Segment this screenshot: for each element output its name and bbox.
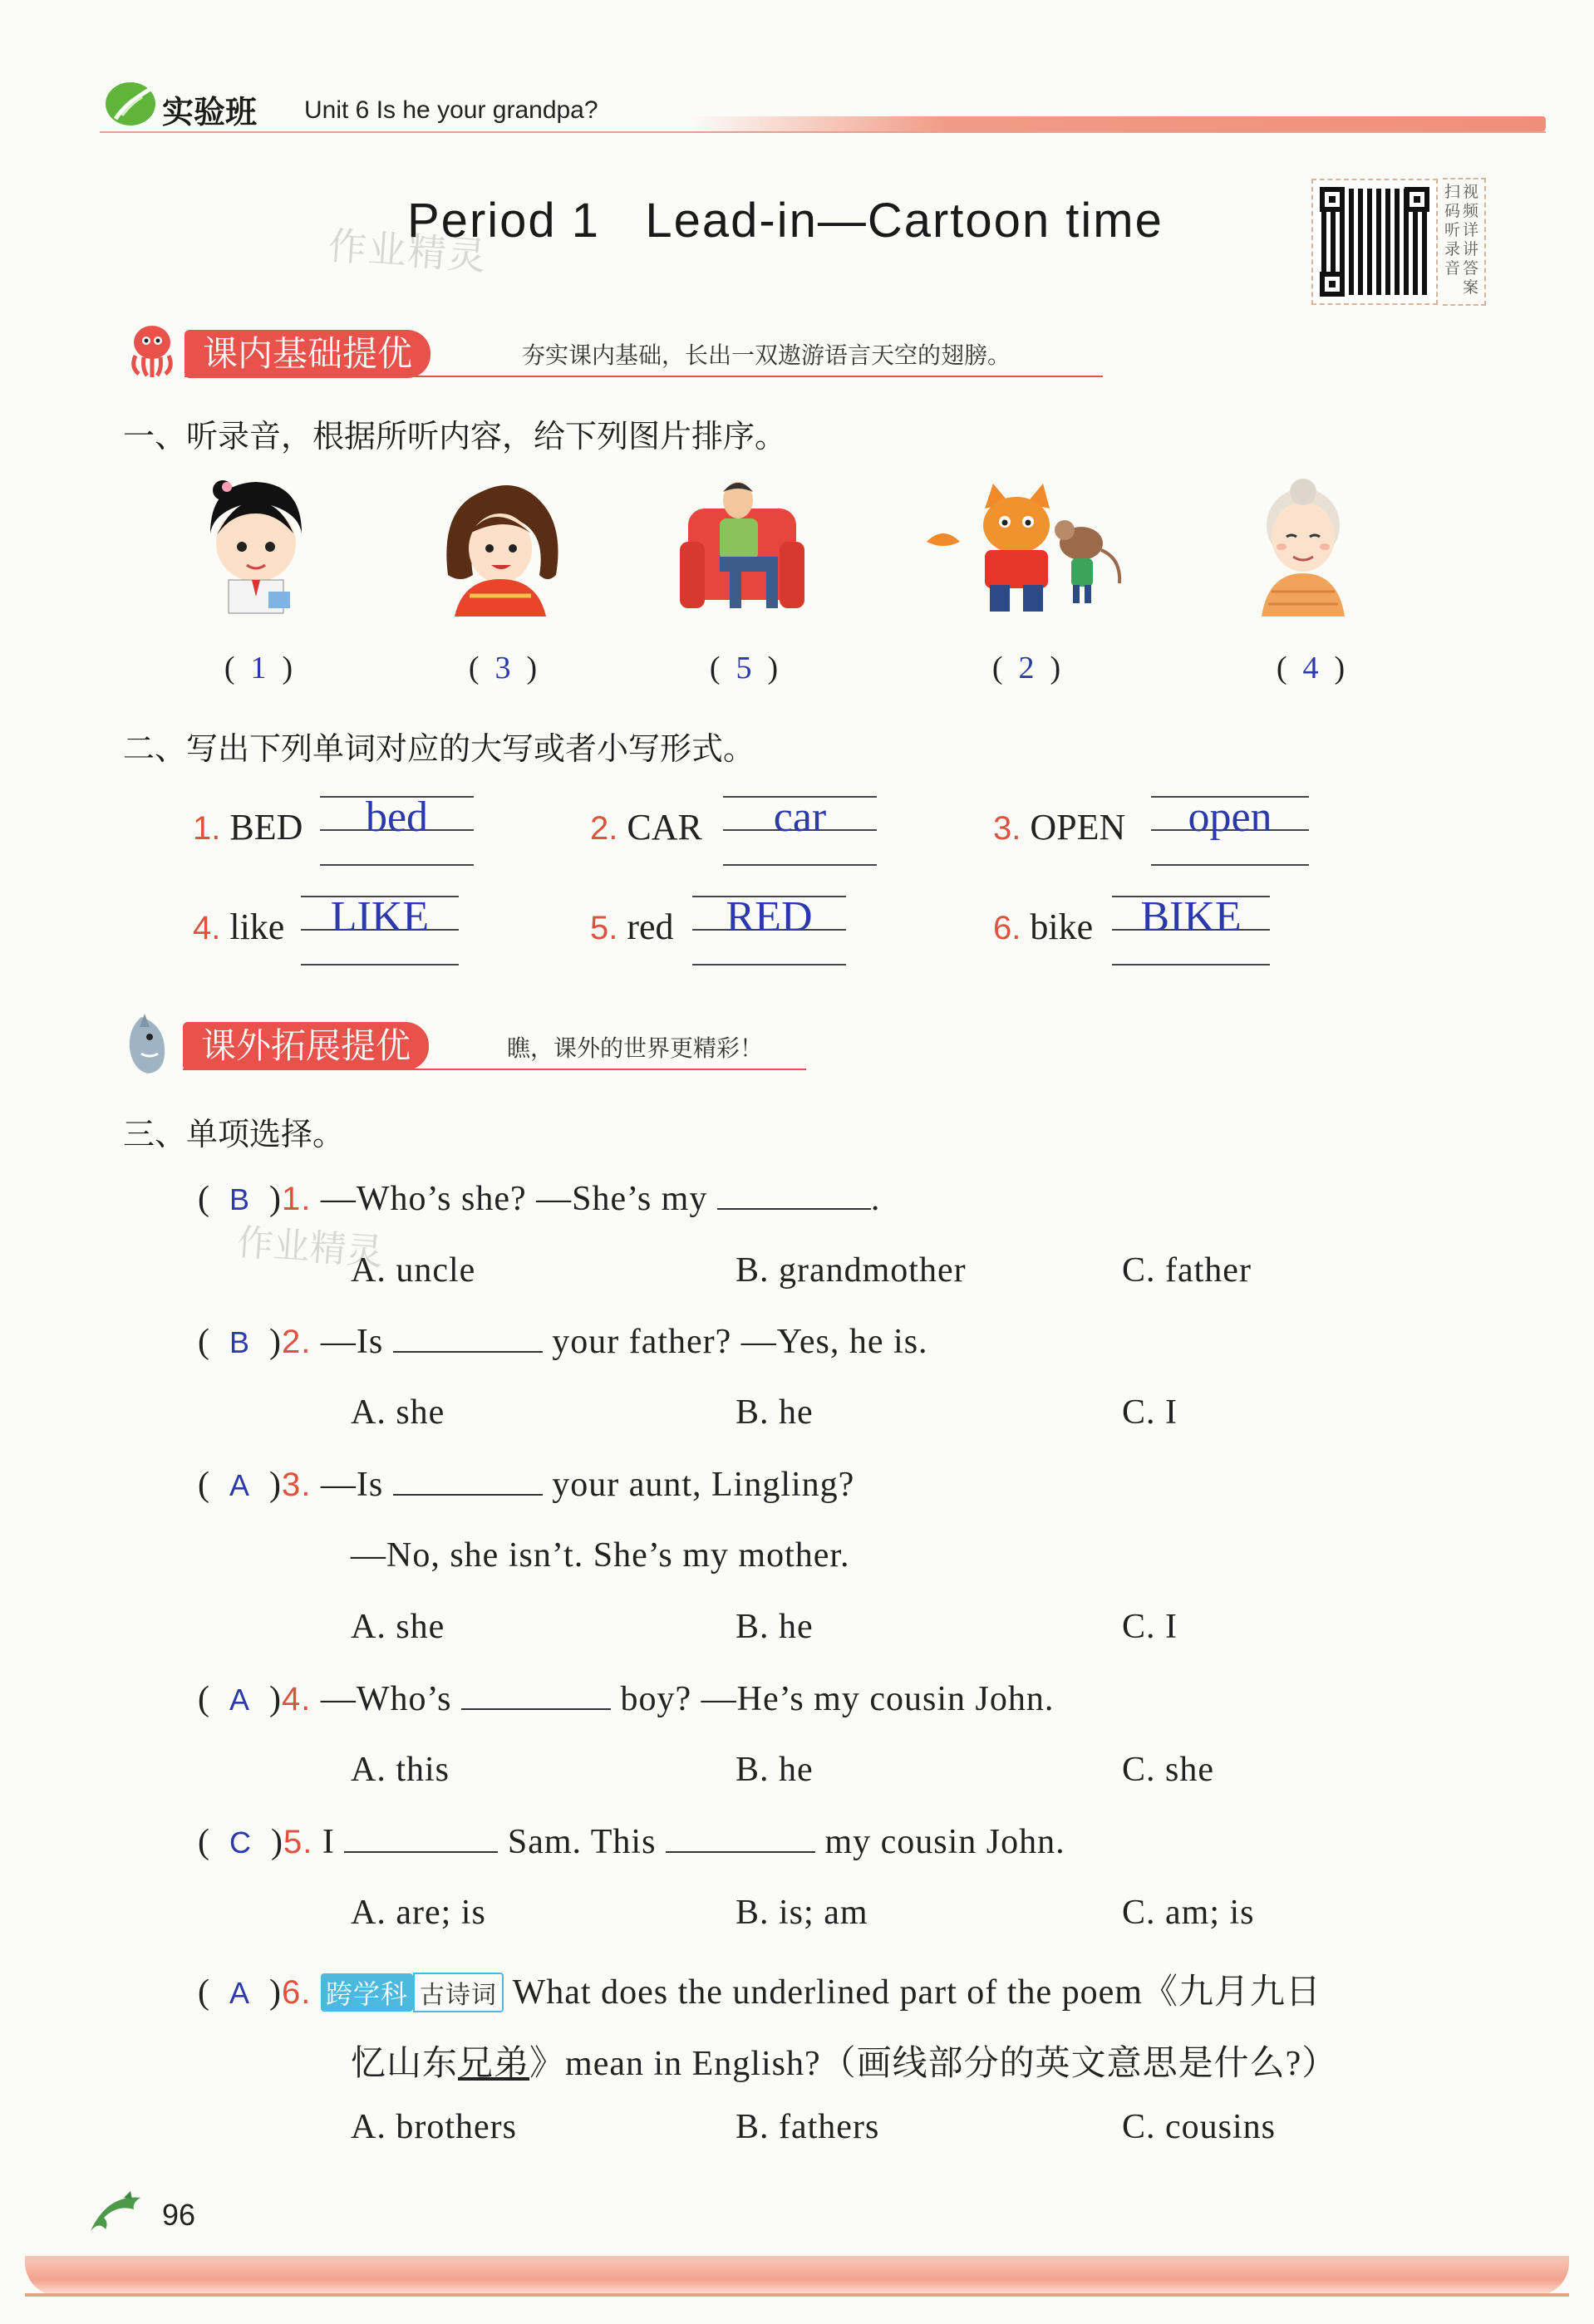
mc-option: B. grandmother [736, 1251, 967, 1290]
mc-option: B. he [736, 1751, 814, 1789]
question-heading: 三、单项选择。 [123, 1116, 345, 1152]
given-word: red [627, 907, 674, 947]
mc-question: ( C )5. I Sam. This my cousin John. [198, 1823, 1065, 1861]
question-heading: 二、写出下列单词对应的大写或者小写形式。 [123, 730, 755, 767]
mc-option: B. fathers [736, 2108, 880, 2146]
written-answer: bed [365, 794, 429, 841]
written-answer: car [773, 794, 827, 841]
section-banner: 课内基础提优 [184, 330, 430, 378]
word-item [590, 906, 674, 948]
mc-option: A. she [351, 1393, 445, 1432]
qr-code[interactable] [1311, 179, 1438, 305]
mc-option: C. am; is [1122, 1894, 1255, 1932]
order-answer-value: 3 [494, 651, 511, 685]
mc-stem: boy? —He’s my cousin John. [620, 1680, 1055, 1718]
order-answer: ( 3 ) [468, 651, 538, 685]
mc-stem: —Who’s she? —She’s my [320, 1180, 708, 1218]
item-number: 5. [283, 1824, 313, 1860]
underlined-part: 兄弟 [458, 2045, 530, 2083]
girl-pigtail-icon [194, 475, 318, 617]
mc-answer: B [229, 1325, 251, 1359]
word-item [993, 806, 1125, 848]
item-number: 6. [282, 1974, 312, 2011]
mc-answer: A [229, 1683, 251, 1717]
cat-and-mouse-icon [918, 475, 1126, 617]
section-rule [183, 1069, 806, 1070]
header-rule [100, 131, 1546, 133]
mc-option: A. brothers [351, 2108, 517, 2146]
given-word: bike [1030, 907, 1094, 947]
section-subtitle: 夯实课内基础，长出一双遨游语言天空的翅膀。 [522, 341, 1011, 369]
item-number: 3. [282, 1467, 312, 1503]
mc-stem: Sam. This [507, 1823, 657, 1861]
page-title: Period 1 Lead-in—Cartoon time [407, 194, 1164, 248]
mc-stem: —Who’s [320, 1680, 452, 1718]
mc-question: ( B )2. —Is your father? —Yes, he is. [198, 1323, 928, 1361]
given-word: OPEN [1030, 807, 1126, 848]
order-answer: ( 2 ) [991, 651, 1061, 685]
mc-option: C. I [1122, 1393, 1178, 1432]
answer-lines [301, 893, 459, 965]
mc-option: B. he [736, 1393, 814, 1432]
section-banner: 课外拓展提优 [183, 1022, 429, 1070]
item-number: 1. [193, 810, 221, 847]
order-answer: ( 1 ) [224, 651, 293, 685]
order-answer-value: 2 [1018, 651, 1035, 685]
written-answer: BIKE [1140, 893, 1242, 941]
qr-caption-col2: 视 频 详 讲 答 案 [1463, 183, 1479, 297]
qr-corner [1320, 272, 1345, 297]
footer-rule [25, 2293, 1569, 2297]
mc-stem: 》mean in English?（画线部分的英文意思是什么?） [529, 2045, 1338, 2083]
mc-option: A. uncle [351, 1251, 476, 1290]
mc-stem: 忆山东 [351, 2045, 459, 2083]
mc-answer: C [229, 1825, 252, 1860]
order-answer: ( 4 ) [1276, 651, 1346, 685]
given-word: like [229, 907, 285, 947]
item-number: 4. [193, 910, 221, 946]
section-rule [184, 376, 1103, 377]
shark-mascot-icon [116, 1012, 175, 1075]
item-number: 5. [590, 910, 618, 946]
mc-stem: What does the underlined part of the poem《九月九日 [512, 1973, 1321, 2012]
topic-tag: 古诗词 [413, 1973, 504, 2012]
unit-label: Unit 6 Is he your grandpa? [304, 96, 598, 124]
section-subtitle: 瞧，课外的世界更精彩！ [507, 1034, 764, 1062]
mc-question: ( B )1. —Who’s she? —She’s my . [198, 1180, 881, 1218]
given-word: CAR [627, 807, 702, 848]
dolphin-footer-icon [87, 2189, 147, 2239]
subject-tag: 跨学科 [321, 1973, 413, 2012]
order-answer: ( 5 ) [709, 651, 779, 685]
mc-stem: your father? —Yes, he is. [552, 1323, 928, 1361]
item-number: 6. [993, 910, 1021, 946]
mc-option: C. she [1122, 1751, 1214, 1789]
mc-option: A. she [351, 1608, 445, 1646]
mc-answer: A [229, 1468, 251, 1502]
order-answer-value: 4 [1302, 651, 1319, 685]
qr-corner [1320, 187, 1345, 212]
written-answer: RED [726, 893, 813, 941]
girl-curly-hair-icon [438, 475, 563, 617]
mc-option: A. this [351, 1751, 450, 1789]
grandma-icon [1238, 475, 1363, 617]
mc-stem: —Is [320, 1466, 384, 1504]
item-number: 2. [282, 1324, 312, 1360]
mc-answer: A [229, 1976, 251, 2010]
mc-stem: . [870, 1180, 881, 1218]
squid-mascot-icon [123, 322, 181, 381]
item-number: 3. [993, 810, 1021, 847]
mc-stem-line2 [351, 2036, 1337, 2086]
mc-question: ( A )4. —Who’s boy? —He’s my cousin John. [198, 1680, 1055, 1718]
mc-stem: —No, she isn’t. She’s my mother. [351, 1536, 850, 1575]
watermark: 作业精灵 [327, 223, 490, 279]
item-number: 1. [282, 1181, 312, 1217]
word-item [590, 806, 702, 848]
brand-label: 实验班 [162, 94, 258, 130]
mc-option: A. are; is [351, 1894, 486, 1932]
given-word: BED [229, 807, 303, 848]
order-answer-value: 5 [736, 651, 752, 685]
mc-question: ( A )6. 跨学科 古诗词 What does the underlined part of the poem《九月九日 [198, 1973, 1321, 2012]
written-answer: open [1188, 794, 1272, 841]
mc-answer: B [229, 1182, 251, 1216]
order-answer-value: 1 [250, 651, 267, 685]
footer-stripe [25, 2256, 1569, 2296]
word-item [993, 906, 1093, 948]
item-number: 4. [282, 1681, 312, 1717]
mc-option: C. cousins [1122, 2108, 1277, 2146]
header [0, 0, 1594, 141]
watermark: 作业精灵 [235, 1221, 385, 1275]
mc-stem: my cousin John. [824, 1823, 1065, 1861]
question-heading: 一、听录音，根据所听内容，给下列图片排序。 [123, 418, 787, 454]
qr-corner [1405, 187, 1429, 212]
qr-caption-col1: 扫 码 听 录 音 [1444, 183, 1461, 278]
word-item [193, 906, 284, 948]
mc-question: ( A )3. —Is your aunt, Lingling? [198, 1466, 855, 1504]
answer-lines [320, 796, 474, 866]
header-bar [690, 116, 1546, 131]
mc-stem: —Is [320, 1323, 384, 1361]
mc-option: B. he [736, 1608, 814, 1646]
mc-stem: your aunt, Lingling? [552, 1466, 855, 1504]
mc-option: C. I [1122, 1608, 1178, 1646]
man-armchair-icon [680, 475, 804, 617]
leaf-logo-icon [104, 79, 157, 129]
written-answer: LIKE [330, 893, 430, 941]
word-item [193, 806, 303, 848]
answer-lines [723, 796, 877, 866]
page-number: 96 [162, 2198, 196, 2232]
answer-lines [1151, 796, 1309, 866]
mc-stem: I [322, 1823, 335, 1861]
mc-option: C. father [1122, 1251, 1252, 1290]
item-number: 2. [590, 810, 618, 847]
answer-lines [692, 893, 846, 965]
answer-lines [1112, 893, 1270, 965]
mc-option: B. is; am [736, 1894, 868, 1932]
